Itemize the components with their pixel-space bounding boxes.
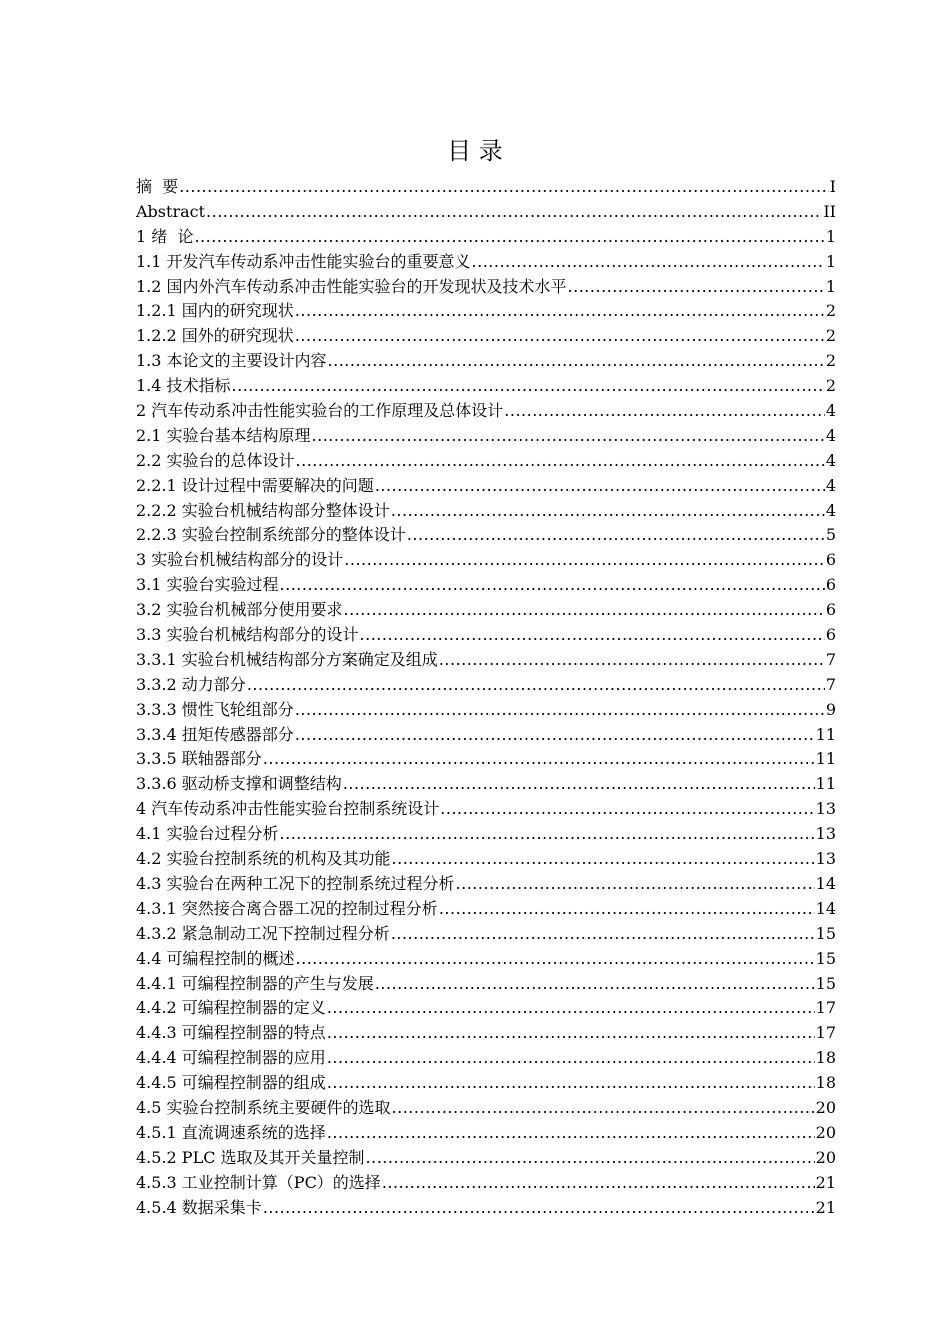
toc-entry[interactable]	[136, 399, 836, 424]
toc-entry-label: 4.4.1 可编程控制器的产生与发展	[136, 973, 374, 993]
toc-entry[interactable]	[136, 947, 836, 972]
toc-entry[interactable]	[136, 648, 836, 673]
toc-entry-label: 1.3 本论文的主要设计内容	[136, 351, 327, 371]
toc-title: 目 录	[447, 137, 503, 165]
toc-entry[interactable]	[136, 1096, 836, 1121]
toc-entry[interactable]	[136, 872, 836, 897]
toc-dot-leader	[391, 922, 815, 947]
toc-entry[interactable]	[136, 1146, 836, 1171]
toc-entry[interactable]	[136, 996, 836, 1021]
toc-entry[interactable]	[136, 573, 836, 598]
toc-entry-page-number: 2	[825, 376, 836, 396]
toc-entry-page-number: 14	[815, 873, 836, 893]
toc-entry-label: 4.4.5 可编程控制器的组成	[136, 1073, 326, 1093]
toc-dot-leader	[296, 947, 815, 972]
toc-entry-label: 3.3.2 动力部分	[136, 674, 246, 694]
toc-entry-label: 4.5 实验台控制系统主要硬件的选取	[136, 1097, 391, 1117]
toc-dot-leader	[360, 623, 825, 648]
toc-entry-page-number: 20	[815, 1122, 836, 1142]
toc-entry-page-number: I	[829, 177, 836, 196]
toc-entry-page-number: 17	[815, 1023, 836, 1043]
toc-entry-page-number: 18	[815, 1073, 836, 1093]
toc-entry-label: 2.2.1 设计过程中需要解决的问题	[136, 475, 374, 495]
toc-entry[interactable]	[136, 598, 836, 623]
toc-dot-leader	[327, 1071, 815, 1096]
toc-entry-label: 3.3.4 扭矩传感器部分	[136, 724, 294, 744]
toc-entry[interactable]	[136, 847, 836, 872]
toc-entry-label: 4.5.4 数据采集卡	[136, 1197, 262, 1217]
toc-entry-page-number: 13	[815, 849, 836, 869]
toc-entry[interactable]	[136, 474, 836, 499]
toc-dot-leader	[392, 847, 815, 872]
toc-dot-leader	[439, 648, 825, 673]
toc-entry[interactable]	[136, 822, 836, 847]
toc-entry-page-number: 4	[825, 401, 836, 421]
toc-entry-label: 3.3.3 惯性飞轮组部分	[136, 699, 294, 719]
toc-dot-leader	[568, 275, 825, 300]
toc-dot-leader	[295, 299, 825, 324]
toc-entry-page-number: 13	[815, 799, 836, 819]
toc-entry-label: 4.5.2 PLC 选取及其开关量控制	[136, 1147, 365, 1167]
toc-entry[interactable]	[136, 349, 836, 374]
toc-dot-leader	[344, 598, 825, 623]
toc-entry-label: 1.2 国内外汽车传动系冲击性能实验台的开发现状及技术水平	[136, 276, 567, 296]
toc-entry-page-number: 20	[815, 1147, 836, 1167]
toc-entry-label: 4.2 实验台控制系统的机构及其功能	[136, 849, 391, 869]
toc-entry-label: 3.3 实验台机械结构部分的设计	[136, 625, 359, 645]
toc-dot-leader	[232, 374, 825, 399]
toc-entry[interactable]	[136, 1021, 836, 1046]
toc-entry[interactable]	[136, 673, 836, 698]
toc-entry[interactable]	[136, 1171, 836, 1196]
toc-entry-page-number: 15	[815, 923, 836, 943]
toc-entry-page-number: 11	[815, 724, 836, 744]
toc-dot-leader	[407, 523, 825, 548]
toc-entry[interactable]	[136, 1046, 836, 1071]
toc-dot-leader	[327, 1021, 815, 1046]
toc-entry[interactable]	[136, 225, 836, 250]
toc-entry-page-number: 14	[815, 898, 836, 918]
toc-entry-label: 4.4.4 可编程控制器的应用	[136, 1048, 326, 1068]
toc-dot-leader	[440, 797, 814, 822]
toc-entry-label: 4.4 可编程控制的概述	[136, 948, 295, 968]
toc-entry-label: 4.4.3 可编程控制器的特点	[136, 1023, 326, 1043]
toc-dot-leader	[280, 573, 825, 598]
toc-dot-leader	[295, 723, 815, 748]
toc-entry-label: 1.2.2 国外的研究现状	[136, 326, 294, 346]
toc-dot-leader	[328, 349, 825, 374]
toc-entry[interactable]	[136, 374, 836, 399]
toc-entry-page-number: 2	[825, 351, 836, 371]
toc-entry-label: 摘 要	[136, 177, 179, 196]
toc-entry[interactable]	[136, 275, 836, 300]
toc-entry-label: 3.3.5 联轴器部分	[136, 749, 262, 769]
toc-entry-page-number: 1	[825, 226, 836, 246]
toc-dot-leader	[392, 1096, 815, 1121]
toc-entry-page-number: 6	[825, 550, 836, 570]
toc-dot-leader	[295, 698, 825, 723]
toc-entry-page-number: 21	[815, 1172, 836, 1192]
toc-entry-page-number: 1	[825, 251, 836, 271]
toc-entry[interactable]	[136, 175, 836, 200]
toc-entry-page-number: 1	[825, 276, 836, 296]
toc-entry-page-number: 20	[815, 1097, 836, 1117]
toc-dot-leader	[456, 872, 815, 897]
toc-entry[interactable]	[136, 623, 836, 648]
toc-dot-leader	[263, 747, 815, 772]
toc-entry[interactable]	[136, 972, 836, 997]
toc-dot-leader	[263, 1196, 815, 1221]
toc-entry-label: 1.1 开发汽车传动系冲击性能实验台的重要意义	[136, 251, 471, 271]
toc-dot-leader	[382, 1171, 815, 1196]
toc-entry-page-number: 6	[825, 575, 836, 595]
toc-dot-leader	[472, 250, 825, 275]
toc-entry-label: 4.3 实验台在两种工况下的控制系统过程分析	[136, 873, 455, 893]
toc-entry-label: 4.4.2 可编程控制器的定义	[136, 998, 326, 1018]
toc-dot-leader	[296, 449, 825, 474]
toc-entry[interactable]	[136, 424, 836, 449]
toc-dot-leader	[247, 673, 825, 698]
toc-entry-page-number: 4	[825, 450, 836, 470]
toc-entry-page-number: 11	[815, 749, 836, 769]
toc-entry-page-number: 7	[825, 674, 836, 694]
toc-entry[interactable]	[136, 1121, 836, 1146]
toc-dot-leader	[439, 897, 815, 922]
toc-entry-page-number: 11	[815, 774, 836, 794]
toc-entry-label: 3.2 实验台机械部分使用要求	[136, 600, 343, 620]
toc-entry-page-number: 5	[825, 525, 836, 545]
toc-dot-leader	[327, 1121, 815, 1146]
toc-dot-leader	[280, 822, 815, 847]
toc-entry-label: 2 汽车传动系冲击性能实验台的工作原理及总体设计	[136, 401, 504, 421]
toc-entry-page-number: 13	[815, 824, 836, 844]
toc-entry[interactable]	[136, 1196, 836, 1221]
toc-entry[interactable]	[136, 200, 836, 225]
toc-entry[interactable]	[136, 499, 836, 524]
toc-entry-label: 4.1 实验台过程分析	[136, 824, 279, 844]
toc-entry-page-number: 4	[825, 475, 836, 495]
toc-entry[interactable]	[136, 772, 836, 797]
toc-entry[interactable]	[136, 723, 836, 748]
toc-entry-label: 1.4 技术指标	[136, 376, 231, 396]
toc-dot-leader	[344, 548, 825, 573]
toc-dot-leader	[312, 424, 825, 449]
toc-entry[interactable]	[136, 250, 836, 275]
toc-entry-label: 3 实验台机械结构部分的设计	[136, 550, 344, 570]
toc-entry-label: 3.3.6 驱动桥支撑和调整结构	[136, 774, 342, 794]
toc-entry-label: 4.3.2 紧急制动工况下控制过程分析	[136, 923, 390, 943]
toc-entry-page-number: 4	[825, 500, 836, 520]
toc-entry-label: 1 绪 论	[136, 226, 194, 246]
toc-entry[interactable]	[136, 299, 836, 324]
toc-dot-leader	[327, 1046, 815, 1071]
toc-entry-label: 4.3.1 突然接合离合器工况的控制过程分析	[136, 898, 438, 918]
toc-entry-label: Abstract	[136, 201, 206, 221]
toc-entry[interactable]	[136, 548, 836, 573]
toc-entry-page-number: 15	[815, 948, 836, 968]
toc-dot-leader	[194, 225, 824, 250]
toc-entry-label: 2.2.2 实验台机械结构部分整体设计	[136, 500, 390, 520]
toc-entry-page-number: 6	[825, 600, 836, 620]
toc-entry-label: 4.5.1 直流调速系统的选择	[136, 1122, 326, 1142]
toc-entry-page-number: 21	[815, 1197, 836, 1217]
toc-entry-page-number: 15	[815, 973, 836, 993]
toc-entry[interactable]	[136, 922, 836, 947]
toc-entry-label: 1.2.1 国内的研究现状	[136, 301, 294, 321]
toc-dot-leader	[295, 324, 825, 349]
toc-entry-label: 4 汽车传动系冲击性能实验台控制系统设计	[136, 799, 440, 819]
toc-entry-page-number: 9	[825, 699, 836, 719]
toc-entry-label: 2.2.3 实验台控制系统部分的整体设计	[136, 525, 406, 545]
toc-entry[interactable]	[136, 1071, 836, 1096]
toc-dot-leader	[366, 1146, 815, 1171]
toc-dot-leader	[206, 200, 822, 225]
toc-entry-label: 3.1 实验台实验过程	[136, 575, 279, 595]
toc-entry-page-number: 2	[825, 326, 836, 346]
toc-entry[interactable]	[136, 523, 836, 548]
toc-entry-label: 2.2 实验台的总体设计	[136, 450, 295, 470]
toc-dot-leader	[504, 399, 825, 424]
toc-entry-page-number: 2	[825, 301, 836, 321]
toc-dot-leader	[375, 972, 815, 997]
toc-entry[interactable]	[136, 797, 836, 822]
toc-list	[136, 175, 836, 1220]
toc-dot-leader	[327, 996, 815, 1021]
toc-entry-page-number: 18	[815, 1048, 836, 1068]
toc-dot-leader	[375, 474, 825, 499]
toc-entry-label: 2.1 实验台基本结构原理	[136, 425, 311, 445]
toc-entry-label: 4.5.3 工业控制计算（PC）的选择	[136, 1172, 381, 1192]
toc-dot-leader	[179, 175, 828, 200]
toc-entry[interactable]	[136, 897, 836, 922]
toc-entry-page-number: 17	[815, 998, 836, 1018]
toc-entry[interactable]	[136, 747, 836, 772]
toc-entry-label: 3.3.1 实验台机械结构部分方案确定及组成	[136, 649, 438, 669]
toc-dot-leader	[343, 772, 815, 797]
toc-entry-page-number: II	[823, 201, 836, 221]
toc-entry[interactable]	[136, 449, 836, 474]
toc-entry-page-number: 4	[825, 425, 836, 445]
toc-entry-page-number: 6	[825, 625, 836, 645]
toc-dot-leader	[391, 499, 825, 524]
toc-entry[interactable]	[136, 324, 836, 349]
toc-entry-page-number: 7	[825, 649, 836, 669]
toc-entry[interactable]	[136, 698, 836, 723]
